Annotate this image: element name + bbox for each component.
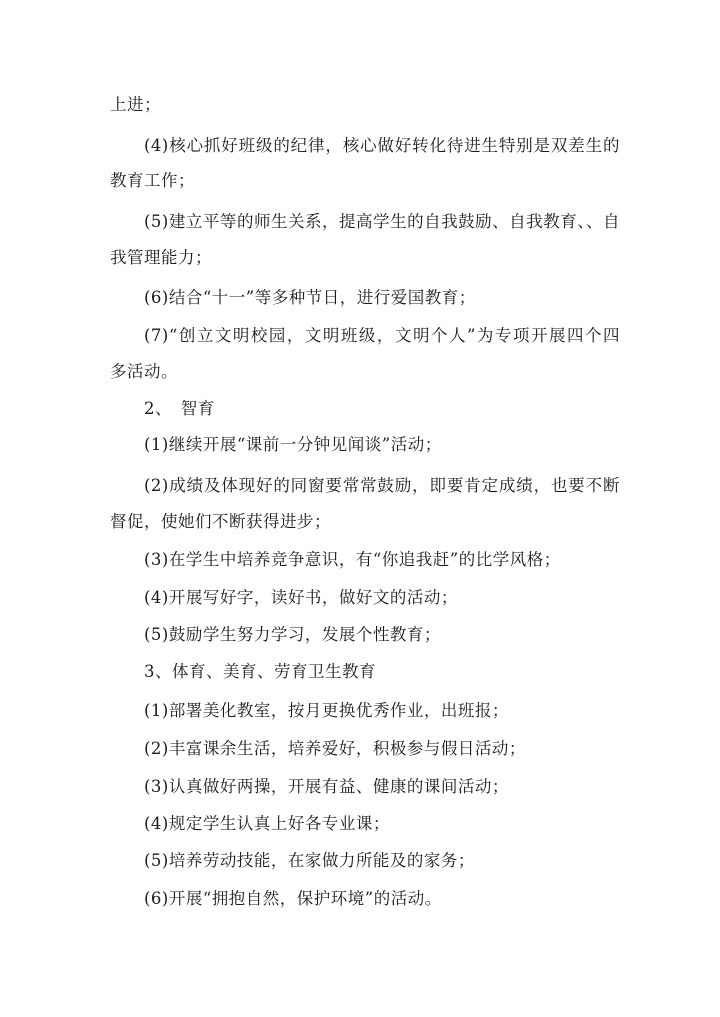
text-line-item: (1)继续开展“课前一分钟见闻谈”活动； [144, 435, 442, 454]
text-line-item: (4)开展写好字，读好书，做好文的活动； [144, 588, 458, 607]
text-line-item: (5)培养劳动技能，在家做力所能及的家务； [144, 851, 475, 870]
text-line-item: (4)核心抓好班级的纪律，核心做好转化待进生特别是双差生的 [144, 136, 620, 155]
text-line-item: (3)认真做好两操，开展有益、健康的课间活动； [144, 777, 509, 796]
text-line-item: (3)在学生中培养竞争意识，有“你追我赶”的比学风格； [144, 550, 561, 569]
text-line-continuation: 教育工作； [110, 171, 195, 190]
text-line-item: (2)丰富课余生活，培养爱好，积极参与假日活动； [144, 739, 526, 758]
text-line-continuation: 督促，使她们不断获得进步； [110, 512, 331, 531]
text-line-item: (1)部署美化教室，按月更换优秀作业，出班报； [144, 701, 509, 720]
section-heading: 3、体育、美育、劳育卫生教育 [144, 662, 376, 681]
text-line-item: (6)开展“拥抱自然，保护环境”的活动。 [144, 889, 442, 908]
section-heading: 2、 智育 [144, 399, 215, 418]
text-line-item: (2)成绩及体现好的同窗要常常鼓励，即要肯定成绩，也要不断 [144, 476, 620, 495]
text-line-continuation: 我管理能力； [110, 248, 212, 267]
text-line-item: (5)建立平等的师生关系，提高学生的自我鼓励、自我教育、、自 [144, 212, 620, 231]
text-line-item: (4)规定学生认真上好各专业课； [144, 814, 390, 833]
text-line-item: (7)“创立文明校园，文明班级，文明个人”为专项开展四个四 [144, 326, 620, 345]
text-line-item: (5)鼓励学生努力学习，发展个性教育； [144, 625, 441, 644]
text-line-continuation: 多活动。 [110, 362, 178, 381]
text-line-item: (6)结合“十一”等多种节日，进行爱国教育； [144, 288, 476, 307]
text-line-continuation: 上进； [110, 95, 161, 114]
